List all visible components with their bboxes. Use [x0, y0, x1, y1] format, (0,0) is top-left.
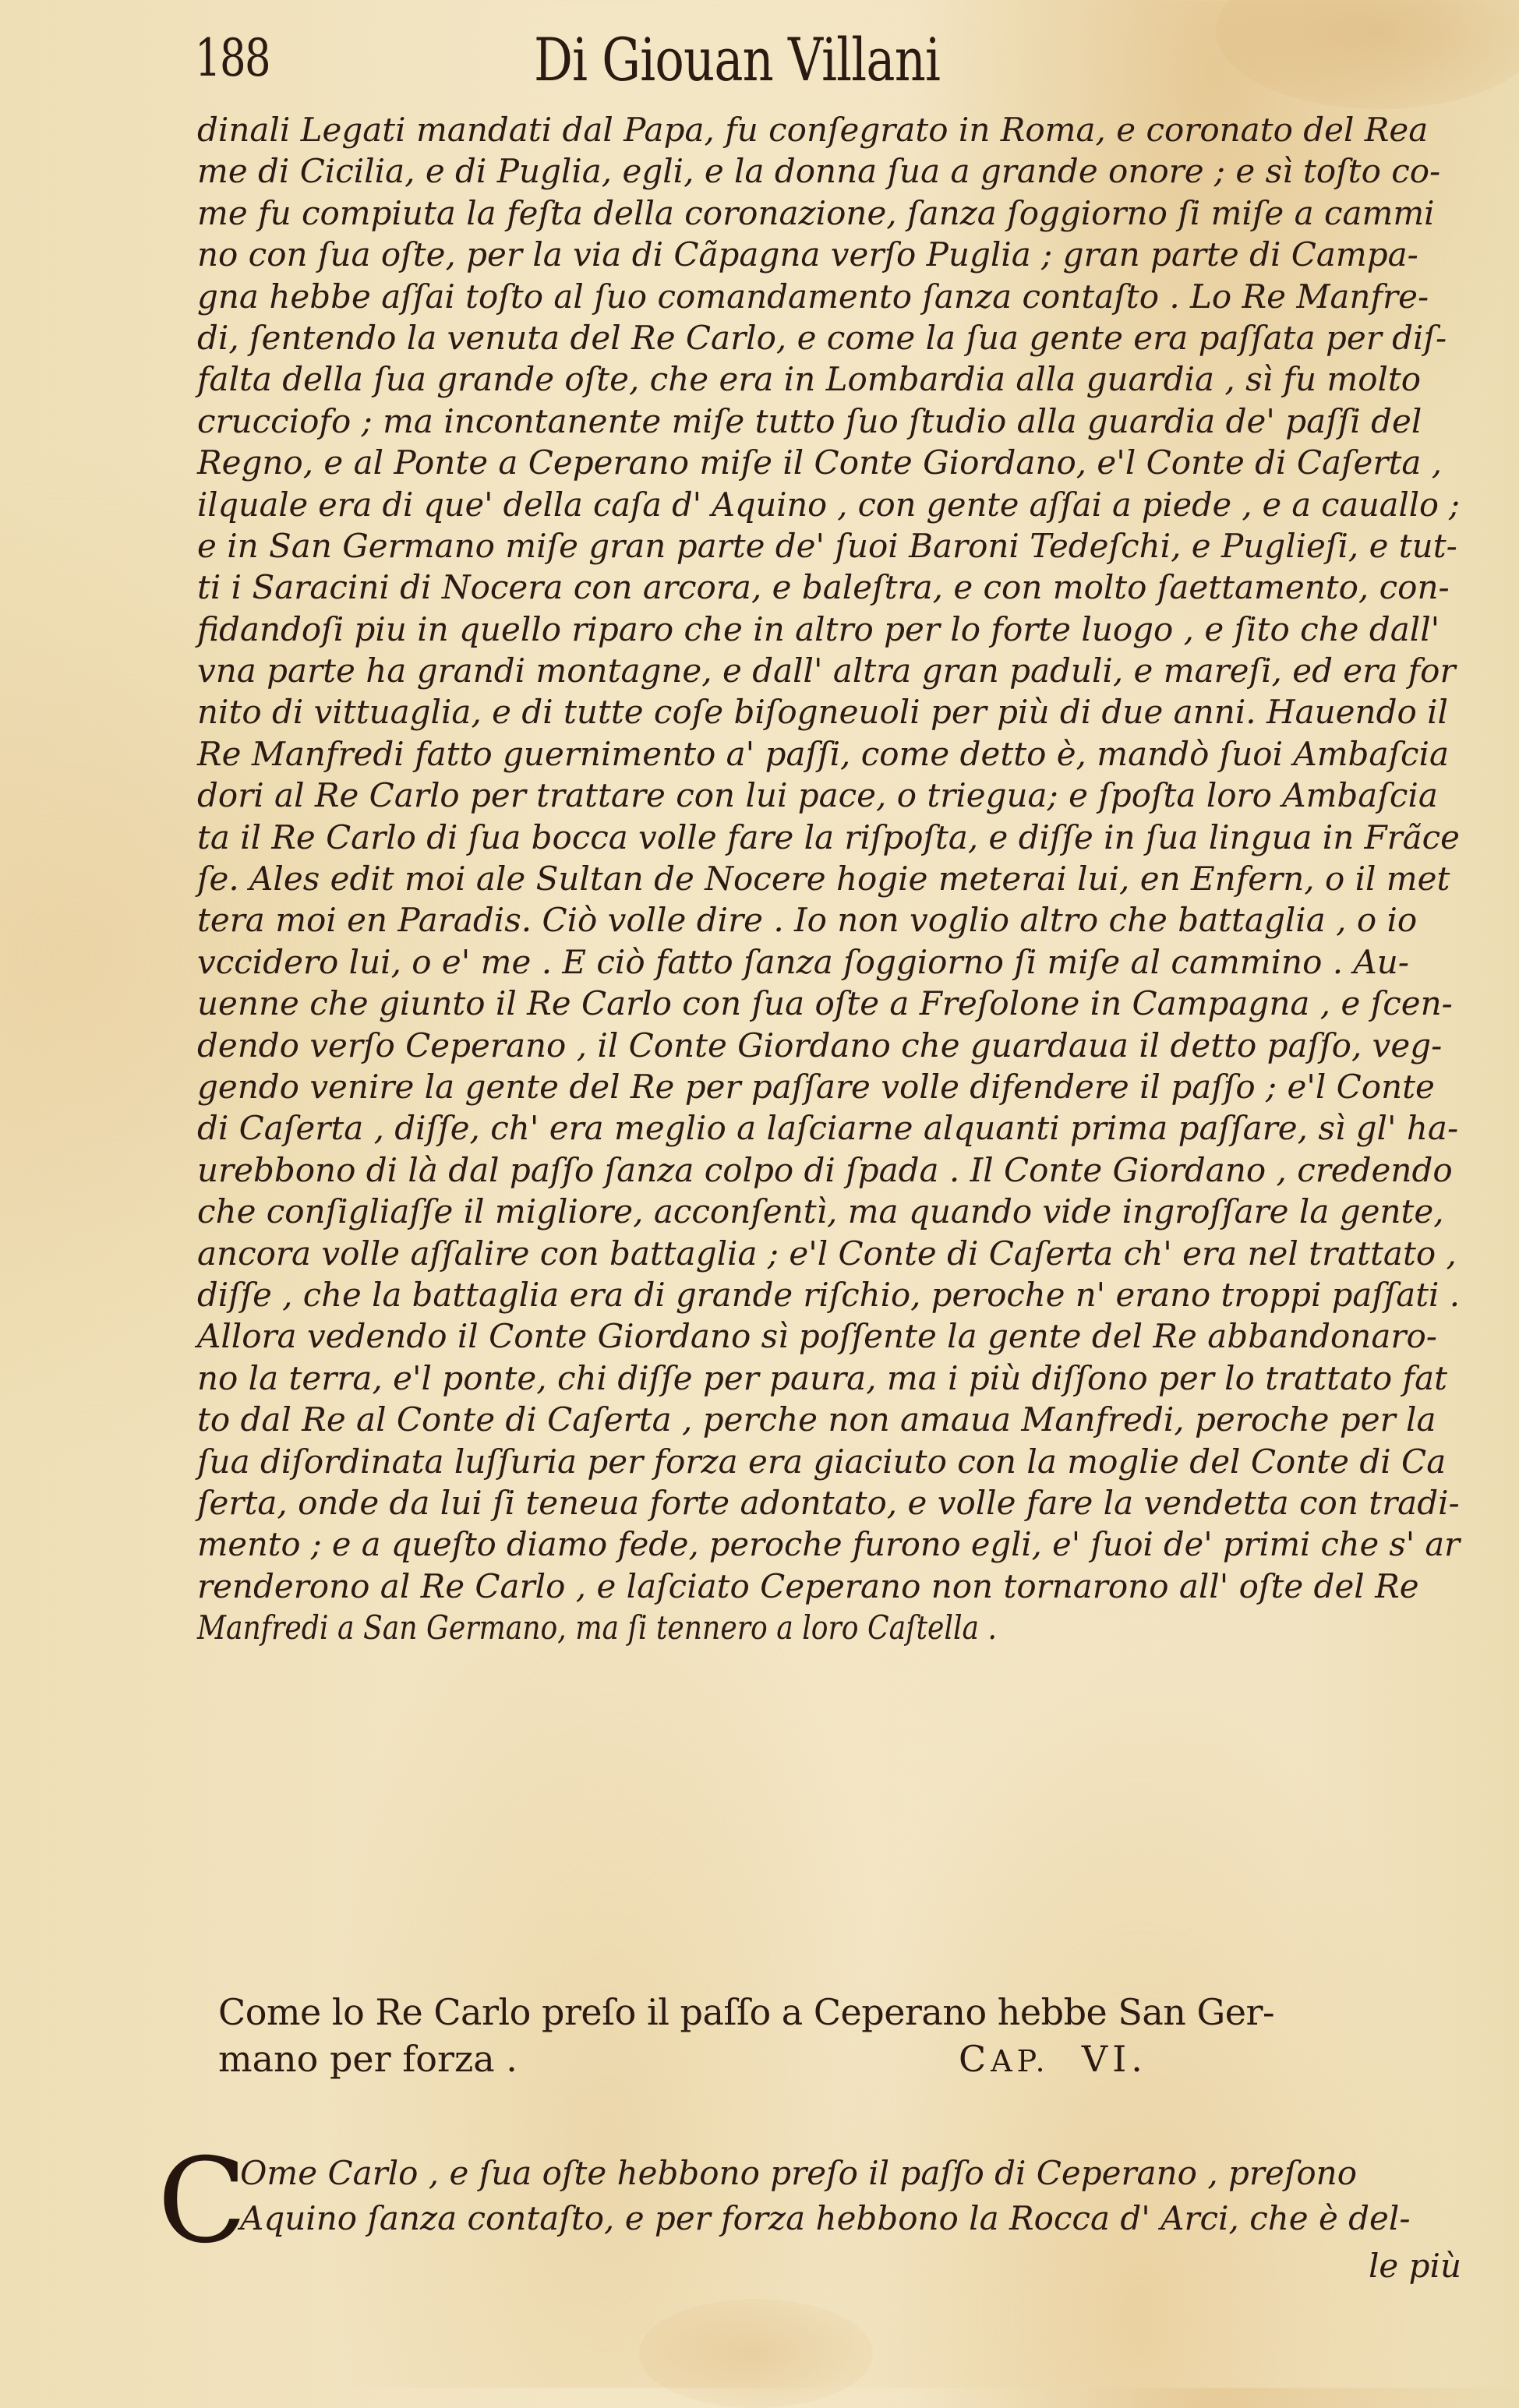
- text-line: gendo venire la gente del Re per paſſare volle difendere il paſſo ; e'l Conte: [197, 1067, 1435, 1106]
- text-line: nito di vittuaglia, e di tutte coſe biſogneuoli per più di due anni. Hauendo il: [197, 693, 1448, 732]
- text-line: gna hebbe aſſai toſto al ſuo comandamento ſanza contaſto . Lo Re Manfre-: [197, 277, 1429, 316]
- text-line: ilquale era di que' della caſa d' Aquino , con gente aſſai a piede , e a cauallo ;: [197, 485, 1460, 524]
- text-line: renderono al Re Carlo , e laſciato Ceperano non tornarono all' oſte del Re: [197, 1566, 1419, 1605]
- text-line: Regno, e al Ponte a Ceperano miſe il Conte Giordano, e'l Conte di Caſerta ,: [197, 443, 1443, 482]
- text-line: to dal Re al Conte di Caſerta , perche non amaua Manfredi, peroche per la: [197, 1400, 1436, 1439]
- chapter-heading-line: Come lo Re Carlo preſo il paſſo a Ceperano hebbe San Ger-: [218, 1991, 1275, 2033]
- catchword: le più: [1368, 2247, 1461, 2285]
- body-text: [197, 109, 1460, 1648]
- text-line: dori al Re Carlo per trattare con lui pace, o triegua; e ſpoſta loro Ambaſcia: [197, 776, 1438, 815]
- text-line: Re Manfredi fatto guernimento a' paſſi, come detto è, mandò ſuoi Ambaſcia: [197, 734, 1449, 773]
- running-title: Di Giouan Villani: [534, 25, 941, 94]
- text-line: ſua diſordinata luſſuria per forza era giaciuto con la moglie del Conte di Ca: [197, 1442, 1447, 1481]
- text-line: vna parte ha grandi montagne, e dall' altra gran paduli, e mareſi, ed era for: [197, 651, 1456, 690]
- text-line: ſerta, onde da lui ſi teneua forte adontato, e volle fare la vendetta con tradi-: [197, 1483, 1460, 1522]
- text-line: e in San Germano miſe gran parte de' ſuoi Baroni Tedeſchi, e Puglieſi, e tut-: [197, 526, 1457, 565]
- text-line: ti i Saracini di Nocera con arcora, e baleſtra, e con molto ſaettamento, con-: [197, 568, 1450, 607]
- text-line: di, ſentendo la venuta del Re Carlo, e come la ſua gente era paſſata per diſ-: [197, 318, 1447, 357]
- text-line: urebbono di là dal paſſo ſanza colpo di ſpada . Il Conte Giordano , credendo: [197, 1150, 1453, 1189]
- text-line: di Caſerta , diſſe, ch' era meglio a laſciarne alquanti prima paſſare, sì gl' ha-: [197, 1109, 1459, 1148]
- text-line: diſſe , che la battaglia era di grande riſchio, peroche n' erano troppi paſſati .: [197, 1275, 1460, 1314]
- text-line: dendo verſo Ceperano , il Conte Giordano che guardaua il detto paſſo, veg-: [197, 1026, 1443, 1065]
- drop-cap: C: [157, 2134, 247, 2269]
- chapter-heading: [218, 1989, 1387, 2082]
- cap-rest: AP.: [991, 2044, 1050, 2078]
- text-line: me di Cicilia, e di Puglia, egli, e la donna ſua a grande onore ; e sì toſto co-: [197, 152, 1441, 191]
- chapter-number-label: [959, 2036, 1147, 2085]
- text-line: dinali Legati mandati dal Papa, fu conſegrato in Roma, e coronato del Rea: [197, 111, 1429, 149]
- text-line: Allora vedendo il Conte Giordano sì poſſente la gente del Re abbandonaro-: [197, 1317, 1437, 1356]
- chapter-number: VI.: [1081, 2038, 1147, 2080]
- page-number: 188: [195, 28, 270, 88]
- text-line: vccidero lui, o e' me . E ciò fatto ſanza ſoggiorno ſi miſe al cammino . Au-: [197, 942, 1409, 981]
- text-line: mento ; e a queſto diamo fede, peroche furono egli, e' ſuoi de' primi che s' ar: [197, 1525, 1460, 1564]
- text-line: no con ſua oſte, per la via di Cãpagna verſo Puglia ; gran parte di Campa-: [197, 235, 1418, 274]
- text-line: tera moi en Paradis. Ciò volle dire . Io non voglio altro che battaglia , o io: [197, 901, 1418, 940]
- text-line: ta il Re Carlo di ſua bocca volle fare la riſpoſta, e diſſe in ſua lingua in Frãce: [197, 817, 1460, 856]
- text-line: ancora volle aſſalire con battaglia ; e'l Conte di Caſerta ch' era nel trattato ,: [197, 1234, 1457, 1273]
- chapter-heading-continuation: mano per forza .: [218, 2038, 518, 2080]
- text-line: ſe. Ales edit moi ale Sultan de Nocere hogie meterai lui, en Enfern, o il met: [197, 860, 1450, 899]
- cap-initial: C: [959, 2038, 991, 2080]
- chapter-heading-line-2: [218, 2036, 1387, 2082]
- text-line: crucciofo ; ma incontanente miſe tutto ſuo ſtudio alla guardia de' paſſi del: [197, 401, 1422, 440]
- text-line: che conſigliaſſe il migliore, acconſentì, ma quando vide ingroſſare la gente,: [197, 1192, 1444, 1231]
- text-line: no la terra, e'l ponte, chi diſſe per paura, ma i più diſſono per lo trattato fat: [197, 1358, 1448, 1397]
- text-line: uenne che giunto il Re Carlo con ſua oſte a Freſolone in Campagna , e ſcen-: [197, 984, 1453, 1023]
- text-line: Manfredi a San Germano, ma ſi tennero a loro Caſtella .: [197, 1608, 998, 1647]
- text-line: Ome Carlo , e ſua oſte hebbono preſo il paſſo di Ceperano , preſono: [240, 2154, 1358, 2192]
- running-head: [195, 22, 1504, 115]
- paper-stain: [639, 2299, 873, 2408]
- text-line: falta della ſua grande oſte, che era in Lombardia alla guardia , sì fu molto: [197, 360, 1422, 399]
- text-line: me fu compiuta la feſta della coronazione, ſanza ſoggiorno ſi miſe a cammi: [197, 193, 1435, 232]
- text-line: Aquino ſanza contaſto, e per forza hebbono la Rocca d' Arci, che è del-: [240, 2199, 1411, 2237]
- text-line: fidandoſi piu in quello riparo che in altro per lo forte luogo , e ſito che dall': [197, 609, 1440, 648]
